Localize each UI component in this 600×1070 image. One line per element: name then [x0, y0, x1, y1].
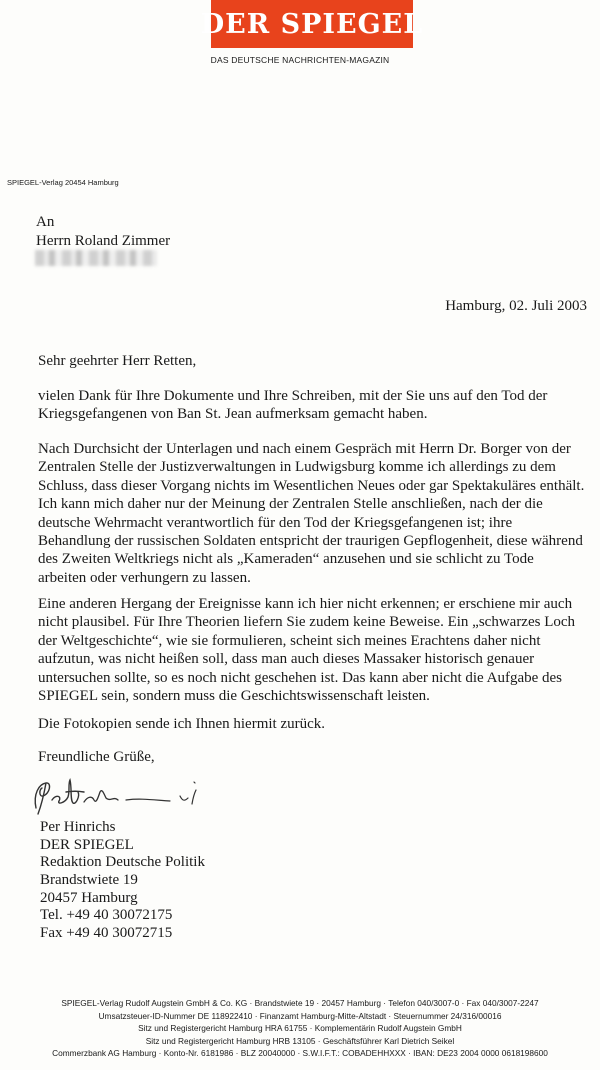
recipient-line-1: An	[36, 214, 55, 230]
paragraph-1: vielen Dank für Ihre Dokumente und Ihre Schreiben, mit der Sie uns auf den Tod der Kriegsgefangenen von Ban St. Jean aufmerksam gemacht haben.	[38, 388, 548, 423]
letter-date: Hamburg, 02. Juli 2003	[445, 298, 587, 314]
spiegel-logo	[200, 0, 424, 48]
paragraph-3: Eine anderen Hergang der Ereignisse kann ich hier nicht erkennen; er erschiene mir auch nicht plausibel. Für Ihre Theorien liefern Sie zudem keine Beweise. Ein „schwarzes Loch der Weltgeschichte“, wie sie formulieren, scheint sich meines Erachtens daher nicht aufzutun, was nicht heißen soll, dass man auch dieses Massaker historisch genauer untersuchen sollte, so es noch nicht geschehen ist. Das kann aber nicht die Aufgabe des SPIEGEL sein, sondern muss die Geschichtswissenschaft leisten.	[38, 596, 576, 705]
tagline: DAS DEUTSCHE NACHRICHTEN-MAGAZIN	[210, 55, 390, 65]
footer-line: Sitz und Registergericht Hamburg HRA 61755 · Komplementärin Rudolf Augstein GmbH	[138, 1023, 462, 1034]
signer-org: DER SPIEGEL	[40, 836, 134, 853]
recipient-name: Herrn Roland Zimmer	[36, 233, 171, 249]
salutation: Sehr geehrter Herr Retten,	[38, 353, 197, 369]
paragraph-4: Die Fotokopien sende ich Ihnen hiermit zurück.	[38, 716, 326, 732]
logo-text: DER SPIEGEL	[200, 8, 424, 40]
footer-line: Sitz und Registergericht Hamburg HRB 13105 · Geschäftsführer Karl Dietrich Seikel	[145, 1035, 455, 1046]
sender-line: SPIEGEL-Verlag 20454 Hamburg	[7, 178, 119, 187]
closing: Freundliche Grüße,	[38, 749, 155, 765]
footer-line: Commerzbank AG Hamburg · Konto-Nr. 6181986 · BLZ 20040000 · S.W.I.F.T.: COBADEHHXXX · IBAN: DE23 2004 0000 0618198600	[52, 1048, 548, 1059]
signer-department: Redaktion Deutsche Politik	[40, 854, 205, 871]
handwritten-signature	[30, 770, 205, 818]
signer-street: Brandstwiete 19	[40, 872, 138, 889]
footer-line: SPIEGEL-Verlag Rudolf Augstein GmbH & Co. KG · Brandstwiete 19 · 20457 Hamburg · Telefon 040/3007-0 · Fax 040/3007-2247	[61, 998, 539, 1008]
signer-tel: Tel. +49 40 30072175	[40, 907, 173, 924]
signature-block	[40, 819, 205, 943]
signer-city: 20457 Hamburg	[40, 889, 138, 906]
letter-footer	[0, 997, 600, 1060]
signer-name: Per Hinrichs	[40, 819, 116, 835]
paragraph-2: Nach Durchsicht der Unterlagen und nach einem Gespräch mit Herrn Dr. Borger von der Zentralen Stelle der Justizverwaltungen in Ludwigsburg komme ich allerdings zu dem Schluss, dass dieser Vorgang nichts im Wesentlichen Neues oder gar Spektakuläres enthält. Ich kann mich daher nur der Meinung der Zentralen Stelle anschließen, nach der die deutsche Wehrmacht verantwortlich für den Tod der Kriegsgefangenen ist; ihre Behandlung der russischen Soldaten entspricht der traurigen Gepflogenheit, diese während des Zweiten Weltkriegs nicht als „Kameraden“ anzusehen und sie schlicht zu Tode arbeiten oder verhungern zu lassen.	[38, 441, 585, 586]
footer-line: Umsatzsteuer-ID-Nummer DE 118922410 · Finanzamt Hamburg-Mitte-Altstadt · Steuernummer 24/316/00016	[98, 1010, 502, 1021]
redacted-address	[35, 250, 157, 266]
signer-fax: Fax +49 40 30072715	[40, 925, 173, 942]
